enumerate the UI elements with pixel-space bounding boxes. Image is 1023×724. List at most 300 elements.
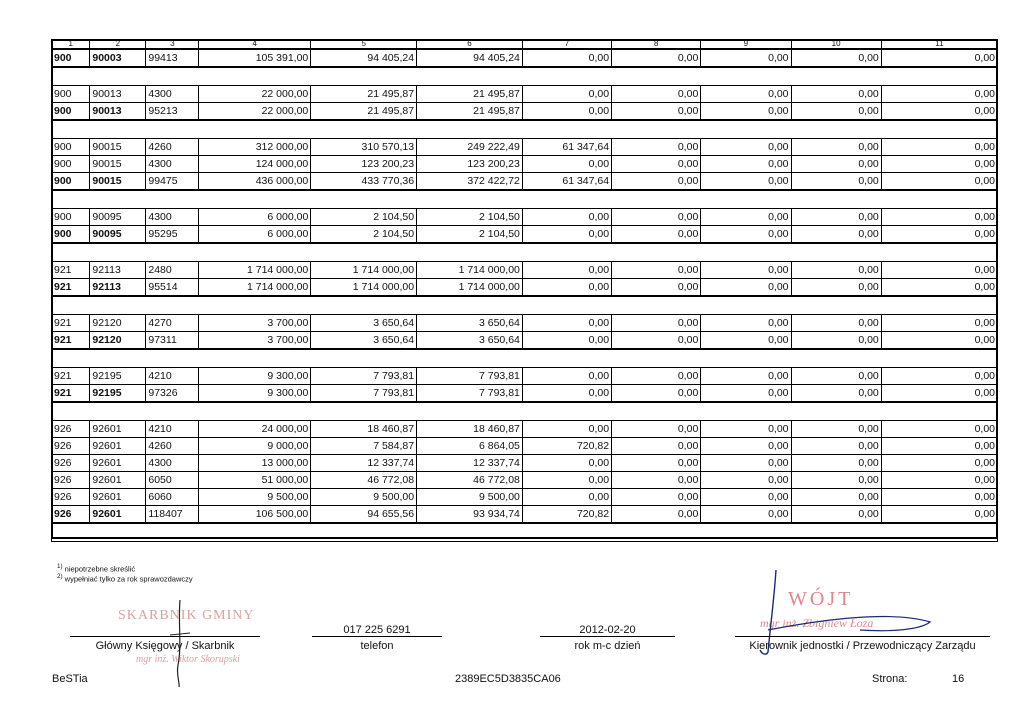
separator-cell — [90, 120, 146, 139]
table-cell: 0,00 — [612, 421, 701, 438]
separator-cell — [791, 349, 881, 368]
table-cell: 1 714 000,00 — [417, 262, 523, 279]
separator-cell — [701, 120, 791, 139]
separator-cell — [90, 349, 146, 368]
table-cell: 0,00 — [612, 86, 701, 103]
separator-cell — [311, 243, 417, 262]
table-row — [52, 209, 998, 226]
separator-cell — [881, 190, 997, 209]
table-cell: 94 405,24 — [417, 49, 523, 67]
table-cell: 9 500,00 — [311, 489, 417, 506]
separator-cell — [146, 190, 199, 209]
separator-cell — [199, 349, 311, 368]
table-cell: 92601 — [90, 455, 146, 472]
table-cell: 0,00 — [791, 506, 881, 524]
table-row — [52, 472, 998, 489]
table-cell: 900 — [52, 139, 90, 156]
table-cell: 94 405,24 — [311, 49, 417, 67]
table-cell: 436 000,00 — [199, 173, 311, 191]
table-cell: 249 222,49 — [417, 139, 523, 156]
table-cell: 92120 — [90, 332, 146, 350]
table-cell: 0,00 — [612, 315, 701, 332]
table-cell: 92601 — [90, 438, 146, 455]
table-cell: 0,00 — [522, 332, 611, 350]
table-cell: 2 104,50 — [311, 209, 417, 226]
table-cell: 18 460,87 — [311, 421, 417, 438]
separator-cell — [612, 243, 701, 262]
group-separator — [52, 349, 998, 368]
separator-cell — [417, 190, 523, 209]
group-separator — [52, 402, 998, 421]
table-cell: 0,00 — [701, 472, 791, 489]
table-cell: 18 460,87 — [417, 421, 523, 438]
table-row-summary — [52, 506, 998, 524]
table-cell: 7 584,87 — [311, 438, 417, 455]
separator-cell — [881, 349, 997, 368]
table-cell: 921 — [52, 332, 90, 350]
table-cell: 0,00 — [791, 455, 881, 472]
table-cell: 0,00 — [881, 332, 997, 350]
table-cell: 1 714 000,00 — [199, 262, 311, 279]
table-cell: 61 347,64 — [522, 139, 611, 156]
table-cell: 0,00 — [612, 262, 701, 279]
table-row-summary — [52, 226, 998, 244]
table-cell: 1 714 000,00 — [311, 279, 417, 297]
table-cell: 97326 — [146, 385, 199, 403]
table-cell: 926 — [52, 438, 90, 455]
table-cell: 0,00 — [701, 368, 791, 385]
table-cell: 99413 — [146, 49, 199, 67]
footnote-2 — [57, 573, 193, 584]
table-cell: 0,00 — [791, 173, 881, 191]
separator-cell — [311, 120, 417, 139]
table-cell: 94 655,56 — [311, 506, 417, 524]
separator-cell — [52, 120, 90, 139]
table-cell: 433 770,36 — [311, 173, 417, 191]
table-cell: 0,00 — [701, 156, 791, 173]
table-cell: 900 — [52, 173, 90, 191]
table-cell: 123 200,23 — [311, 156, 417, 173]
table-cell: 0,00 — [701, 49, 791, 67]
table-cell: 0,00 — [701, 315, 791, 332]
table-cell: 0,00 — [522, 262, 611, 279]
table-cell: 0,00 — [612, 472, 701, 489]
treasurer-stamp: SKARBNIK GMINY — [118, 608, 255, 623]
separator-cell — [701, 190, 791, 209]
separator-cell — [791, 190, 881, 209]
table-cell: 0,00 — [881, 368, 997, 385]
table-cell: 0,00 — [881, 209, 997, 226]
footnote-1-mark: 1) — [57, 563, 63, 570]
separator-cell — [701, 296, 791, 315]
table-cell: 3 700,00 — [199, 315, 311, 332]
separator-cell — [417, 120, 523, 139]
separator-cell — [522, 243, 611, 262]
table-cell: 9 300,00 — [199, 385, 311, 403]
table-cell: 0,00 — [881, 421, 997, 438]
table-cell: 21 495,87 — [417, 103, 523, 121]
table-cell: 92601 — [90, 489, 146, 506]
separator-cell — [52, 67, 90, 86]
page-label: Strona: — [872, 673, 908, 685]
group-separator — [52, 190, 998, 209]
separator-cell — [311, 67, 417, 86]
table-row — [52, 139, 998, 156]
table-cell: 106 500,00 — [199, 506, 311, 524]
table-cell: 0,00 — [881, 279, 997, 297]
table-cell: 1 714 000,00 — [199, 279, 311, 297]
table-row — [52, 315, 998, 332]
table-cell: 2 104,50 — [417, 226, 523, 244]
table-cell: 0,00 — [522, 156, 611, 173]
group-separator — [52, 120, 998, 139]
table-cell: 0,00 — [701, 173, 791, 191]
table-cell: 926 — [52, 421, 90, 438]
table-cell: 900 — [52, 226, 90, 244]
table-cell: 900 — [52, 86, 90, 103]
table-cell: 9 500,00 — [199, 489, 311, 506]
table-cell: 4300 — [146, 455, 199, 472]
column-number: 10 — [791, 40, 881, 50]
table-cell: 0,00 — [701, 385, 791, 403]
separator-cell — [146, 67, 199, 86]
table-cell: 0,00 — [522, 455, 611, 472]
separator-cell — [881, 67, 997, 86]
separator-cell — [90, 296, 146, 315]
table-cell: 0,00 — [791, 49, 881, 67]
table-cell: 7 793,81 — [417, 368, 523, 385]
treasurer-name-stamp: mgr inż. Wiktor Skorupski — [136, 654, 240, 665]
table-cell: 0,00 — [522, 279, 611, 297]
table-cell: 21 495,87 — [417, 86, 523, 103]
table-cell: 4260 — [146, 139, 199, 156]
table-cell: 92601 — [90, 472, 146, 489]
separator-cell — [612, 523, 701, 542]
table-cell: 0,00 — [612, 173, 701, 191]
table-row-summary — [52, 385, 998, 403]
table-cell: 0,00 — [701, 86, 791, 103]
column-number: 6 — [417, 40, 523, 50]
table-cell: 0,00 — [701, 489, 791, 506]
table-cell: 0,00 — [612, 209, 701, 226]
column-number: 2 — [90, 40, 146, 50]
table-cell: 51 000,00 — [199, 472, 311, 489]
table-cell: 0,00 — [701, 209, 791, 226]
separator-cell — [417, 67, 523, 86]
table-cell: 0,00 — [881, 139, 997, 156]
separator-cell — [90, 190, 146, 209]
table-cell: 0,00 — [522, 421, 611, 438]
table-cell: 0,00 — [701, 332, 791, 350]
table-cell: 3 650,64 — [311, 315, 417, 332]
table-cell: 926 — [52, 489, 90, 506]
table-cell: 921 — [52, 315, 90, 332]
separator-cell — [52, 296, 90, 315]
table-cell: 3 650,64 — [311, 332, 417, 350]
separator-cell — [701, 402, 791, 421]
separator-cell — [199, 402, 311, 421]
table-cell: 0,00 — [881, 226, 997, 244]
table-cell: 0,00 — [612, 438, 701, 455]
table-cell: 0,00 — [701, 226, 791, 244]
separator-cell — [90, 402, 146, 421]
table-cell: 118407 — [146, 506, 199, 524]
software-name: BeSTia — [52, 673, 88, 685]
table-cell: 0,00 — [612, 139, 701, 156]
separator-cell — [522, 120, 611, 139]
table-cell: 0,00 — [522, 368, 611, 385]
table-cell: 0,00 — [612, 332, 701, 350]
table-cell: 0,00 — [522, 209, 611, 226]
table-cell: 0,00 — [612, 385, 701, 403]
table-row-summary — [52, 103, 998, 121]
table-cell: 0,00 — [881, 438, 997, 455]
table-cell: 0,00 — [881, 262, 997, 279]
table-cell: 6060 — [146, 489, 199, 506]
separator-cell — [311, 523, 417, 542]
separator-cell — [881, 120, 997, 139]
table-cell: 0,00 — [522, 385, 611, 403]
table-cell: 1 714 000,00 — [417, 279, 523, 297]
separator-cell — [612, 296, 701, 315]
table-cell: 97311 — [146, 332, 199, 350]
separator-cell — [417, 243, 523, 262]
table-cell: 0,00 — [522, 472, 611, 489]
table-cell: 13 000,00 — [199, 455, 311, 472]
table-cell: 24 000,00 — [199, 421, 311, 438]
column-number: 8 — [612, 40, 701, 50]
date-label: rok m-c dzień — [540, 636, 675, 652]
column-number: 1 — [52, 40, 90, 50]
column-number: 3 — [146, 40, 199, 50]
table-cell: 921 — [52, 368, 90, 385]
separator-cell — [612, 120, 701, 139]
head-name-stamp: mgr inż. Zbigniew Łoza — [760, 616, 874, 630]
separator-cell — [199, 523, 311, 542]
table-cell: 3 650,64 — [417, 315, 523, 332]
table-cell: 46 772,08 — [417, 472, 523, 489]
group-separator — [52, 296, 998, 315]
table-cell: 6050 — [146, 472, 199, 489]
table-cell: 900 — [52, 156, 90, 173]
separator-cell — [881, 243, 997, 262]
table-cell: 0,00 — [612, 226, 701, 244]
table-row-summary — [52, 279, 998, 297]
table-cell: 105 391,00 — [199, 49, 311, 67]
separator-cell — [417, 349, 523, 368]
table-cell: 90015 — [90, 139, 146, 156]
separator-cell — [146, 523, 199, 542]
document-code: 2389EC5D3835CA06 — [455, 673, 561, 685]
table-cell: 6 000,00 — [199, 226, 311, 244]
table-cell: 0,00 — [522, 489, 611, 506]
phone-label: telefon — [312, 636, 442, 652]
footnote-1-text: niepotrzebne skreślić — [64, 564, 136, 574]
table-cell: 22 000,00 — [199, 86, 311, 103]
table-cell: 0,00 — [701, 279, 791, 297]
table-cell: 926 — [52, 472, 90, 489]
table-cell: 0,00 — [791, 385, 881, 403]
table-cell: 92113 — [90, 279, 146, 297]
table-cell: 99475 — [146, 173, 199, 191]
table-cell: 4300 — [146, 156, 199, 173]
table-cell: 0,00 — [881, 385, 997, 403]
table-cell: 0,00 — [791, 472, 881, 489]
separator-cell — [199, 296, 311, 315]
separator-cell — [522, 190, 611, 209]
table-cell: 90003 — [90, 49, 146, 67]
table-cell: 93 934,74 — [417, 506, 523, 524]
separator-cell — [417, 523, 523, 542]
separator-cell — [881, 296, 997, 315]
table-cell: 0,00 — [881, 49, 997, 67]
separator-cell — [199, 120, 311, 139]
separator-cell — [90, 243, 146, 262]
table-cell: 2480 — [146, 262, 199, 279]
table-cell: 921 — [52, 385, 90, 403]
table-cell: 0,00 — [522, 315, 611, 332]
table-row-summary — [52, 332, 998, 350]
table-cell: 3 700,00 — [199, 332, 311, 350]
table-cell: 312 000,00 — [199, 139, 311, 156]
footnote-2-mark: 2) — [57, 573, 63, 580]
table-cell: 372 422,72 — [417, 173, 523, 191]
table-cell: 0,00 — [612, 156, 701, 173]
separator-cell — [522, 402, 611, 421]
table-cell: 2 104,50 — [311, 226, 417, 244]
footnote-1 — [57, 563, 135, 574]
table-cell: 0,00 — [701, 262, 791, 279]
table-cell: 0,00 — [881, 489, 997, 506]
table-row — [52, 438, 998, 455]
table-cell: 921 — [52, 279, 90, 297]
column-number: 4 — [199, 40, 311, 50]
phone-value: 017 225 6291 — [343, 624, 411, 636]
table-cell: 124 000,00 — [199, 156, 311, 173]
table-cell: 0,00 — [522, 103, 611, 121]
table-cell: 9 500,00 — [417, 489, 523, 506]
table-cell: 95514 — [146, 279, 199, 297]
table-cell: 90015 — [90, 173, 146, 191]
table-cell: 92113 — [90, 262, 146, 279]
separator-cell — [522, 67, 611, 86]
table-cell: 720,82 — [522, 506, 611, 524]
separator-cell — [146, 402, 199, 421]
separator-cell — [881, 523, 997, 542]
separator-cell — [311, 402, 417, 421]
separator-cell — [52, 402, 90, 421]
table-cell: 4300 — [146, 86, 199, 103]
separator-cell — [612, 67, 701, 86]
separator-cell — [701, 67, 791, 86]
separator-cell — [52, 349, 90, 368]
table-cell: 7 793,81 — [417, 385, 523, 403]
table-cell: 12 337,74 — [311, 455, 417, 472]
table-cell: 0,00 — [881, 506, 997, 524]
table-cell: 4260 — [146, 438, 199, 455]
table-cell: 12 337,74 — [417, 455, 523, 472]
table-cell: 9 300,00 — [199, 368, 311, 385]
table-tail — [52, 523, 998, 542]
separator-cell — [199, 243, 311, 262]
table-cell: 921 — [52, 262, 90, 279]
table-cell: 0,00 — [791, 226, 881, 244]
table-cell: 90013 — [90, 86, 146, 103]
separator-cell — [199, 67, 311, 86]
table-cell: 90095 — [90, 209, 146, 226]
table-cell: 0,00 — [791, 332, 881, 350]
separator-cell — [146, 120, 199, 139]
table-cell: 92601 — [90, 421, 146, 438]
table-cell: 310 570,13 — [311, 139, 417, 156]
separator-cell — [612, 349, 701, 368]
table-row — [52, 262, 998, 279]
table-cell: 1 714 000,00 — [311, 262, 417, 279]
separator-cell — [522, 296, 611, 315]
separator-cell — [52, 523, 90, 542]
separator-cell — [522, 523, 611, 542]
table-cell: 0,00 — [701, 506, 791, 524]
table-cell: 900 — [52, 209, 90, 226]
separator-cell — [90, 67, 146, 86]
table-cell: 92195 — [90, 385, 146, 403]
column-number: 11 — [881, 40, 997, 50]
separator-cell — [52, 190, 90, 209]
table-cell: 0,00 — [791, 262, 881, 279]
table-cell: 900 — [52, 49, 90, 67]
table-cell: 0,00 — [791, 279, 881, 297]
table-cell: 6 000,00 — [199, 209, 311, 226]
table-cell: 0,00 — [791, 103, 881, 121]
separator-cell — [90, 523, 146, 542]
separator-cell — [311, 296, 417, 315]
table-cell: 90015 — [90, 156, 146, 173]
table-cell: 61 347,64 — [522, 173, 611, 191]
table-cell: 0,00 — [522, 86, 611, 103]
page-number: 16 — [952, 673, 965, 685]
separator-cell — [311, 349, 417, 368]
separator-cell — [311, 190, 417, 209]
table-cell: 2 104,50 — [417, 209, 523, 226]
head-stamp: WÓJT — [788, 588, 854, 610]
table-cell: 46 772,08 — [311, 472, 417, 489]
table-cell: 0,00 — [791, 86, 881, 103]
separator-cell — [791, 67, 881, 86]
table-cell: 0,00 — [612, 49, 701, 67]
table-cell: 0,00 — [612, 506, 701, 524]
table-cell: 0,00 — [791, 368, 881, 385]
table-cell: 95213 — [146, 103, 199, 121]
table-cell: 0,00 — [701, 438, 791, 455]
separator-cell — [522, 349, 611, 368]
table-cell: 0,00 — [701, 103, 791, 121]
table-cell: 4270 — [146, 315, 199, 332]
table-cell: 0,00 — [612, 455, 701, 472]
table-cell: 92601 — [90, 506, 146, 524]
table-row — [52, 421, 998, 438]
table-cell: 21 495,87 — [311, 103, 417, 121]
table-cell: 0,00 — [881, 173, 997, 191]
table-cell: 4210 — [146, 368, 199, 385]
table-cell: 0,00 — [522, 226, 611, 244]
table-cell: 0,00 — [612, 103, 701, 121]
table-cell: 720,82 — [522, 438, 611, 455]
table-cell: 0,00 — [701, 139, 791, 156]
table-cell: 7 793,81 — [311, 368, 417, 385]
group-separator — [52, 243, 998, 262]
table-cell: 0,00 — [791, 315, 881, 332]
table-row-summary — [52, 49, 998, 67]
